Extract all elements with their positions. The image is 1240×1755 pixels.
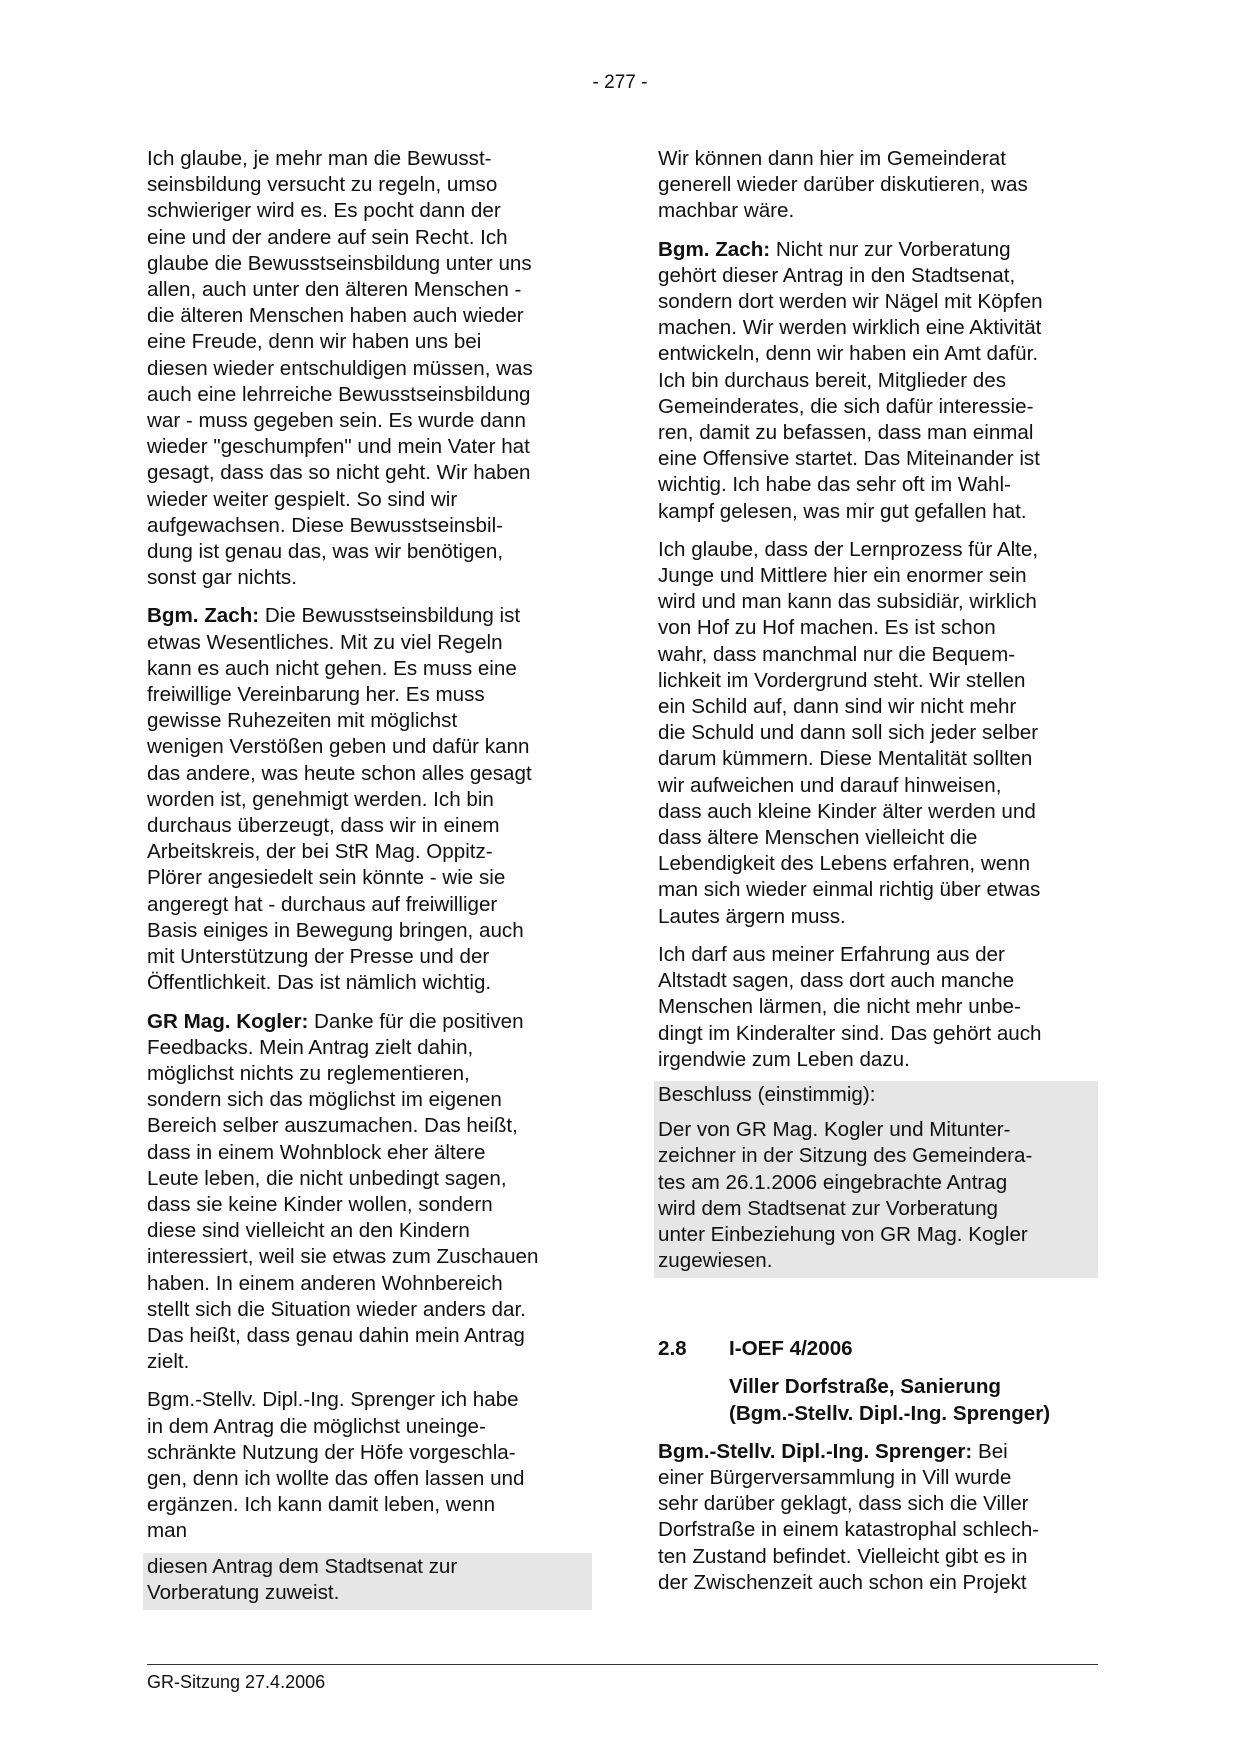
text-line: allen, auch unter den älteren Menschen - [147,278,522,302]
text-line: wahr, dass manchmal nur die Bequem- [658,642,1016,666]
text-line: darum kümmern. Diese Mentalität sollten [658,747,1033,771]
right-paragraph-1 [658,146,1098,225]
speaker-name: GR Mag. Kogler: [147,1009,309,1033]
text-line: das andere, was heute schon alles gesagt [147,761,532,785]
text-line: Altstadt sagen, dass dort auch manche [658,969,1015,993]
text-line: Der von GR Mag. Kogler und Mitunter- [658,1118,1011,1142]
text-line: tes am 26.1.2006 eingebrachte Antrag [658,1170,1008,1194]
text-line: Wir können dann hier im Gemeinderat [658,147,1006,170]
text-line: Basis einiges in Bewegung bringen, auch [147,918,524,942]
left-column [147,146,592,1622]
text-span: Danke für die positiven [308,1009,524,1033]
text-line: etwas Wesentliches. Mit zu viel Regeln [147,630,503,654]
text-line: wird und man kann das subsidiär, wirklich [658,590,1037,614]
text-line: eine Offensive startet. Das Miteinander ist [658,447,1040,471]
text-line: Menschen lärmen, die nicht mehr unbe- [658,995,1021,1019]
text-line: wichtig. Ich habe das sehr oft im Wahl- [658,473,1011,497]
text-line: die Schuld und dann soll sich jeder selber [658,721,1039,745]
text-line: einer Bürgerversammlung in Vill wurde [658,1465,1012,1489]
text-line: dung ist genau das, was wir benötigen, [147,540,504,564]
text-line: zeichner in der Sitzung des Gemeindera- [658,1144,1033,1168]
text-line: Beschluss (einstimmig): [658,1082,876,1106]
text-line: haben. In einem anderen Wohnbereich [147,1271,503,1295]
text-line: wir aufweichen und darauf hinweisen, [658,773,1002,797]
text-line: gen, denn ich wollte das offen lassen und [147,1466,525,1490]
text-line: durchaus überzeugt, dass wir in einem [147,814,500,838]
text-line: die älteren Menschen haben auch wieder [147,304,524,328]
text-line [147,1009,592,1035]
text-line: sehr darüber geklagt, dass sich die Viller [658,1492,1029,1516]
text-line: auch eine lehrreiche Bewusstseinsbildung [147,382,531,406]
left-paragraph-2 [147,603,592,996]
text-line: worden ist, genehmigt werden. Ich bin [147,787,494,811]
text-line: Vorberatung zuweist. [147,1580,340,1604]
text-line: wieder weiter gespielt. So sind wir [147,487,458,511]
text-line: dass sie keine Kinder wollen, sondern [147,1192,493,1216]
text-line: Lautes ärgern muss. [658,904,846,928]
agenda-item [658,1336,1098,1426]
text-line: Feedbacks. Mein Antrag zielt dahin, [147,1035,474,1059]
text-line: gehört dieser Antrag in den Stadtsenat, [658,263,1016,287]
text-line: stellt sich die Situation wieder anders dar. [147,1297,526,1321]
agenda-code: I-OEF 4/2006 [729,1337,853,1361]
text-line: machen. Wir werden wirklich eine Aktivität [658,316,1042,340]
text-line: man sich wieder einmal richtig über etwas [658,878,1041,902]
right-paragraph-2 [658,237,1098,525]
text-line [658,237,1098,263]
text-line: war - muss gegeben sein. Es wurde dann [147,409,526,433]
text-line: Dorfstraße in einem katastrophal schlech- [658,1518,1040,1542]
speaker-name: Bgm. Zach: [147,604,260,628]
text-line: Leute leben, die nicht unbedingt sagen, [147,1166,507,1190]
text-line: kampf gelesen, was mir gut gefallen hat. [658,499,1027,523]
text-line: (Bgm.-Stellv. Dipl.-Ing. Sprenger) [729,1401,1051,1425]
text-line [147,603,592,629]
text-line: eine Freude, denn wir haben uns bei [147,330,482,354]
text-line: Ich darf aus meiner Erfahrung aus der [658,942,1005,966]
footer-divider [147,1664,1098,1665]
text-line: seinsbildung versucht zu regeln, umso [147,173,498,197]
text-line: möglichst nichts zu reglementieren, [147,1061,470,1085]
text-line: kann es auch nicht gehen. Es muss eine [147,656,517,680]
text-line: Junge und Mittlere hier ein enormer sein [658,564,1027,588]
right-column [658,146,1098,1608]
text-line: dass ältere Menschen vielleicht die [658,826,978,850]
text-line: Bereich selber auszumachen. Das heißt, [147,1114,518,1138]
text-line: diesen Antrag dem Stadtsenat zur [147,1554,458,1578]
text-line [658,1439,1098,1465]
agenda-title [729,1374,1098,1426]
shaded-motion-text [143,1553,592,1610]
text-line: sondern dort werden wir Nägel mit Köpfen [658,290,1043,314]
footer-text: GR-Sitzung 27.4.2006 [147,1672,326,1692]
text-line: zugewiesen. [658,1249,773,1273]
text-line: wieder "geschumpfen" und mein Vater hat [147,435,530,459]
text-line: man [147,1519,188,1543]
text-span: Nicht nur zur Vorberatung [770,237,1011,261]
agenda-header [658,1336,1098,1362]
text-line: eine und der andere auf sein Recht. Ich [147,225,508,249]
text-line: Gemeinderates, die sich dafür interessie- [658,394,1034,418]
right-paragraph-4 [658,942,1098,1073]
text-line: lichkeit im Vordergrund steht. Wir stellen [658,668,1026,692]
text-line: dass auch kleine Kinder älter werden und [658,799,1036,823]
page-number: - 277 - [592,72,648,93]
text-line: Viller Dorfstraße, Sanierung [729,1375,1001,1399]
text-line: angeregt hat - durchaus auf freiwilliger [147,892,498,916]
agenda-number: 2.8 [658,1337,687,1361]
left-paragraph-4 [147,1387,592,1544]
text-line: Arbeitskreis, der bei StR Mag. Oppitz- [147,840,493,864]
text-line: unter Einbeziehung von GR Mag. Kogler [658,1222,1028,1246]
text-line: ein Schild auf, dann sind wir nicht mehr [658,695,1017,719]
text-line: diesen wieder entschuldigen müssen, was [147,356,533,380]
text-line: in dem Antrag die möglichst uneinge- [147,1414,486,1438]
right-paragraph-5 [658,1439,1098,1596]
text-line: Lebendigkeit des Lebens erfahren, wenn [658,852,1031,876]
text-span: Bei [972,1439,1008,1463]
text-line: Plörer angesiedelt sein könnte - wie sie [147,866,506,890]
text-line: generell wieder darüber diskutieren, was [658,173,1028,197]
text-line: aufgewachsen. Diese Bewusstseinsbil- [147,513,503,537]
text-line: Das heißt, dass genau dahin mein Antrag [147,1323,525,1347]
text-line: sonst gar nichts. [147,566,297,590]
text-line: ergänzen. Ich kann damit leben, wenn [147,1493,496,1517]
text-line: mit Unterstützung der Presse und der [147,945,490,969]
left-paragraph-1 [147,146,592,591]
text-line: freiwillige Vereinbarung her. Es muss [147,683,485,707]
text-line: Bgm.-Stellv. Dipl.-Ing. Sprenger ich habe [147,1388,519,1412]
text-line: interessiert, weil sie etwas zum Zuschauen [147,1245,539,1269]
text-line: von Hof zu Hof machen. Es ist schon [658,616,996,640]
text-line: machbar wäre. [658,199,795,223]
text-line: wird dem Stadtsenat zur Vorberatung [658,1196,998,1220]
text-line: Ich glaube, je mehr man die Bewusst- [147,147,492,170]
text-line: Ich glaube, dass der Lernprozess für Alte, [658,537,1039,561]
speaker-name: Bgm.-Stellv. Dipl.-Ing. Sprenger: [658,1439,973,1463]
text-line: dass in einem Wohnblock eher ältere [147,1140,486,1164]
text-line: sondern sich das möglichst im eigenen [147,1088,502,1112]
text-line: ten Zustand befindet. Vielleicht gibt es in [658,1544,1028,1568]
text-span: Die Bewusstseinsbildung ist [259,604,521,628]
text-line: dingt im Kinderalter sind. Das gehört auch [658,1021,1042,1045]
decision-heading [654,1081,1098,1116]
text-line: glaube die Bewusstseinsbildung unter uns [147,251,532,275]
text-line: irgendwie zum Leben dazu. [658,1047,910,1071]
text-line: diese sind vielleicht an den Kindern [147,1219,470,1243]
text-line: Öffentlichkeit. Das ist nämlich wichtig. [147,971,492,995]
speaker-name: Bgm. Zach: [658,237,771,261]
text-line: schränkte Nutzung der Höfe vorgeschla- [147,1440,516,1464]
text-line: Ich bin durchaus bereit, Mitglieder des [658,368,1006,392]
text-line: entwickeln, denn wir haben ein Amt dafür. [658,342,1039,366]
text-line: wenigen Verstößen geben und dafür kann [147,735,530,759]
text-line: schwieriger wird es. Es pocht dann der [147,199,501,223]
text-line: gewisse Ruhezeiten mit möglichst [147,709,458,733]
text-line: zielt. [147,1350,190,1374]
text-line: der Zwischenzeit auch schon ein Projekt [658,1570,1027,1594]
text-line: ren, damit zu befassen, dass man einmal [658,421,1034,445]
left-paragraph-3 [147,1009,592,1376]
right-paragraph-3 [658,537,1098,930]
decision-text [654,1116,1098,1278]
text-line: gesagt, dass das so nicht geht. Wir haben [147,461,531,485]
